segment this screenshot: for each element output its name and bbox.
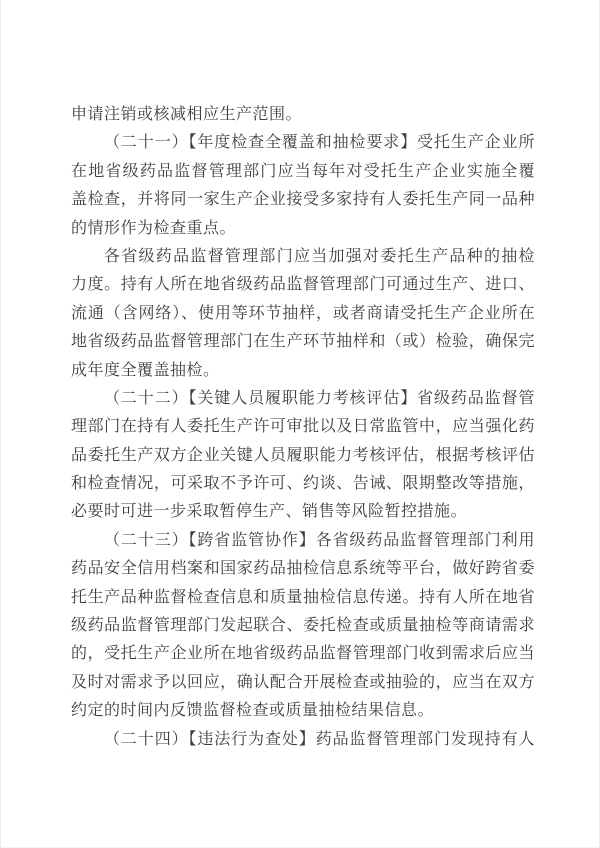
text-line: （二十一）【年度检查全覆盖和抽检要求】受托生产企业所 [104, 132, 535, 152]
text-line: 理部门在持有人委托生产许可审批以及日常监管中，应当强化药 [71, 416, 535, 436]
text-line: 申请注销或核减相应生产范围。 [71, 104, 303, 123]
text-line: （二十三）【跨省监管协作】各省级药品监督管理部门利用 [104, 529, 535, 549]
text-line: 药品安全信用档案和国家药品抽检信息系统等平台，做好跨省委 [71, 558, 535, 578]
text-line: （二十四）【违法行为查处】药品监督管理部门发现持有人 [104, 728, 535, 748]
text-line: 在地省级药品监督管理部门应当每年对受托生产企业实施全覆 [71, 160, 535, 180]
text-line: 流通（含网络）、使用等环节抽样，或者商请受托生产企业所在 [71, 302, 535, 322]
text-line: 约定的时间内反馈监督检查或质量抽检结果信息。 [71, 700, 435, 720]
text-line: 及时对需求予以回应，确认配合开展检查或抽验的，应当在双方 [71, 671, 535, 691]
text-line: 的情形作为检查重点。 [71, 217, 237, 237]
text-line: 品委托生产双方企业关键人员履职能力考核评估，根据考核评估 [71, 444, 535, 464]
text-line: 和检查情况，可采取不予许可、约谈、告诫、限期整改等措施， [71, 473, 535, 493]
text-line: 各省级药品监督管理部门应当加强对委托生产品种的抽检 [104, 245, 535, 265]
text-line: 成年度全覆盖抽检。 [71, 359, 220, 379]
document-body [71, 100, 535, 753]
text-line: 托生产品种监督检查信息和质量抽检信息传递。持有人所在地省 [71, 586, 535, 606]
text-line: 的，受托生产企业所在地省级药品监督管理部门收到需求后应当 [71, 643, 535, 663]
text-line: 地省级药品监督管理部门在生产环节抽样和（或）检验，确保完 [71, 331, 535, 351]
text-line: （二十二）【关键人员履职能力考核评估】省级药品监督管 [104, 387, 535, 407]
text-line: 盖检查，并将同一家生产企业接受多家持有人委托生产同一品种 [71, 189, 535, 209]
text-line: 必要时可进一步采取暂停生产、销售等风险暂控措施。 [71, 501, 468, 521]
text-line: 级药品监督管理部门发起联合、委托检查或质量抽检等商请需求 [71, 615, 535, 635]
text-line: 力度。持有人所在地省级药品监督管理部门可通过生产、进口、 [71, 274, 535, 294]
